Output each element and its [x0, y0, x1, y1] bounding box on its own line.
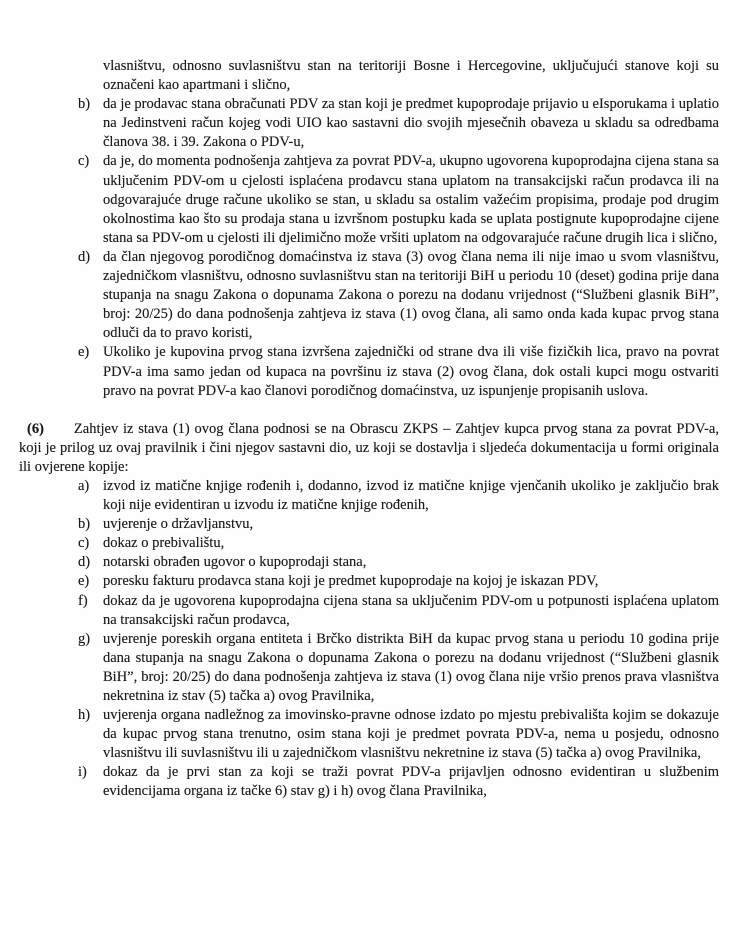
list-item-text: uvjerenja organa nadležnog za imovinsko-pravne odnose izdato po mjestu prebivališta kojim se dokazuje da kupac prvog stana trenutno, osim stana koji je predmet povrata PDV-a, nema u posjedu, odnosno vlasništvu ili suvlasništvu ili u zajedničkom vlasništvu nekretnine iz stava (5) tačka a) ovog Pravilnika,: [103, 707, 719, 762]
list-item-text: Ukoliko je kupovina prvog stana izvršena zajednički od strane dva ili više fizičkih lica, pravo na povrat PDV-a ima samo jedan od kupaca na površinu iz stava (2) ovog člana, dok ostali kupci mogu ostvariti pravo na povrat PDV-a kao članovi porodičnog domaćinstva, uz ispunjenje propisanih uslova.: [103, 344, 719, 399]
list-item-text: poresku fakturu prodavca stana koji je predmet kupoprodaje na kojoj je iskazan PDV,: [103, 573, 599, 590]
list-item-text: uvjerenje poreskih organa entiteta i Brčko distrikta BiH da kupac prvog stana u periodu 10 godina prije dana stupanja na snagu Zakona o dopunama Zakona o porezu na dodanu vrijednost (“Službeni glasnik BiH”, broj: 20/25) do dana podnošenja zahtjeva iz stava (1) ovog člana nije vršio prenos prava vlasništva nekretnina iz stav (5) tačka a) ovog Pravilnika,: [103, 630, 719, 704]
list-item-text: da član njegovog porodičnog domaćinstva iz stava (3) ovog člana nema ili nije imao u svom vlasništvu, zajedničkom vlasništvu, odnosno suvlasništvu stan na teritoriji BiH u periodu 10 (deset) godina prije dana stupanja na snagu Zakona o dopunama Zakona o porezu na dodanu vrijednost (“Službeni glasnik BiH”, broj: 20/25) do dana podnošenja zahtjeva iz stava (1) ovog člana, ali samo onda kada kupac prvog stana odluči da to pravo koristi,: [103, 248, 719, 342]
condition-item-d: [19, 248, 719, 343]
list-item-text: da je prodavac stana obračunati PDV za stan koji je predmet kupoprodaje prijavio u eIsporukama i uplatio na Jedinstveni račun kojeg vodi UIO kao sastavni dio svojih mjesečnih obaveza u skladu sa odredbama članova 38. i 39. Zakona o PDV-u,: [103, 96, 719, 151]
paragraph-number: (6): [27, 420, 44, 437]
list-item-text: vlasništvu, odnosno suvlasništvu stan na teritoriji Bosne i Hercegovine, uključujući stanove koji su označeni kao apartmani i slično,: [103, 58, 719, 94]
document-item-g: [19, 630, 719, 706]
document-item-h: [19, 706, 719, 763]
list-marker: h): [78, 707, 91, 724]
list-item-a-continuation: [19, 57, 719, 95]
list-item-text: notarski obrađen ugovor o kupoprodaji stana,: [103, 554, 367, 571]
list-marker: g): [78, 630, 91, 647]
document-item-b: [19, 515, 719, 534]
list-marker: b): [78, 96, 91, 113]
list-marker: b): [78, 516, 91, 533]
list-marker: f): [78, 592, 88, 609]
paragraph-text: Zahtjev iz stava (1) ovog člana podnosi se na Obrascu ZKPS – Zahtjev kupca prvog stana za povrat PDV-a, koji je prilog uz ovaj pravilnik i čini njegov sastavni dio, uz koji se dostavlja i sljedeća dokumentacija u formi originala ili ovjerene kopije:: [19, 420, 719, 475]
list-marker: d): [78, 554, 91, 571]
list-item-text: uvjerenje o državljanstvu,: [103, 516, 254, 533]
list-item-text: dokaz da je ugovorena kupoprodajna cijena stana sa uključenim PDV-om u potpunosti isplaćena uplatom na transakcijski račun prodavca,: [103, 592, 719, 628]
document-item-e: [19, 572, 719, 591]
list-item-text: da je, do momenta podnošenja zahtjeva za povrat PDV-a, ukupno ugovorena kupoprodajna cijena stana sa uključenim PDV-om u cjelosti isplaćena prodavcu stana uplatom na transakcijski račun prodavca ili na odgovarajuće druge račune ukoliko se stan, u skladu sa ostalim važećim propisima, prodaje pod drugim okolnostima kao što su prodaja stana u izvršnom postupku kada se uplata postignute kupoprodajne cijene stana sa PDV-om u cjelosti ili djelimično može vršiti uplatom na odgovarajuće račune drugih lica i slično,: [103, 153, 719, 246]
document-item-i: [19, 763, 719, 801]
list-marker: e): [78, 573, 90, 590]
list-item-text: izvod iz matične knjige rođenih i, dodanno, izvod iz matične knjige vjenčanih ukoliko je zaključio brak koji nije evidentiran u izvodu iz matične knjige rođenih,: [103, 477, 719, 514]
list-marker: a): [78, 477, 90, 494]
document-item-c: [19, 534, 719, 553]
list-marker: i): [78, 764, 87, 781]
list-marker: e): [78, 344, 90, 361]
condition-item-e: [19, 343, 719, 400]
document-item-d: [19, 553, 719, 572]
list-item-text: dokaz da je prvi stan za koji se traži povrat PDV-a prijavljen odnosno evidentiran u službenim evidencijama organa iz tačke 6) stav g) i h) ovog člana Pravilnika,: [103, 764, 719, 800]
condition-item-b: [19, 95, 719, 152]
document-item-a: [19, 477, 719, 515]
list-item-text: dokaz o prebivalištu,: [103, 535, 225, 552]
paragraph-6: [19, 420, 719, 477]
list-marker: c): [78, 153, 90, 170]
document-item-f: [19, 592, 719, 630]
condition-item-c: [19, 152, 719, 247]
list-marker: d): [78, 248, 91, 265]
list-marker: c): [78, 535, 90, 552]
